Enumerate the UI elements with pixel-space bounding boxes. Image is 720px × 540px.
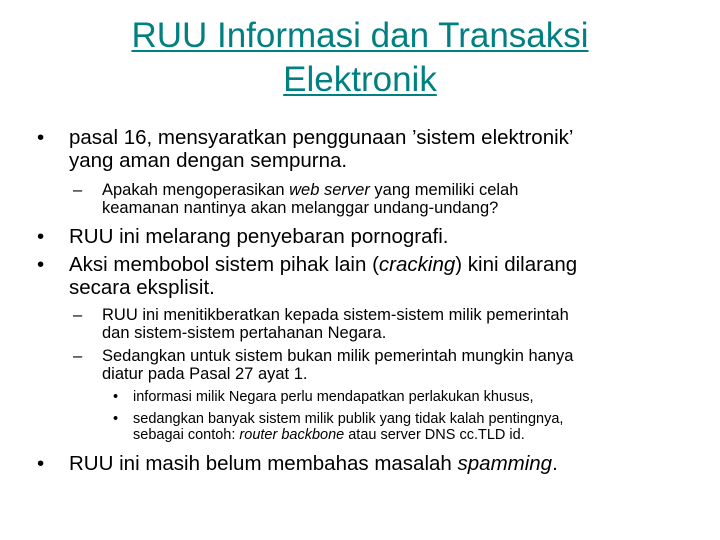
sub-item-pemerintah [73,306,569,342]
sub-item-line-2: dan sistem-sistem pertahanan Negara. [102,324,387,342]
sub-sub-item-text-pre: sebagai contoh: [133,427,240,443]
sub-item-text-post: yang memiliki celah [369,181,519,199]
bullet-marker: • [37,253,45,276]
dash-marker: – [73,306,83,324]
bullet-text-pre: RUU ini masih belum membahas masalah [69,452,458,475]
sub-item-line-1: Sedangkan untuk sistem bukan milik pemerintah mungkin hanya [102,347,574,365]
bullet-text-line-1: pasal 16, mensyaratkan penggunaan ’sistem elektronik’ [69,126,574,149]
bullet-item-cracking [37,253,577,299]
sub-sub-item-emphasis: router backbone [239,427,345,443]
sub-sub-item-sistem-publik [113,411,563,443]
sub-sub-item-text-post: atau server DNS cc.TLD id. [344,427,525,443]
bullet-emphasis: cracking [378,253,456,276]
bullet-text-post: . [552,452,558,475]
slide-title-line-2: Elektronik [283,60,437,99]
bullet-marker: • [113,411,119,427]
sub-sub-item-line-1: sedangkan banyak sistem milik publik yang tidak kalah pentingnya, [133,411,564,427]
bullet-marker: • [37,225,45,248]
bullet-item-pasal-16 [37,126,573,172]
bullet-text-post: ) kini dilarang [455,253,578,276]
bullet-text-line-2: secara eksplisit. [69,276,215,299]
sub-sub-item-informasi-negara [113,389,534,405]
sub-item-line-1: RUU ini menitikberatkan kepada sistem-sistem milik pemerintah [102,306,569,324]
sub-item-line-2: diatur pada Pasal 27 ayat 1. [102,365,308,383]
bullet-text-pre: Aksi membobol sistem pihak lain ( [69,253,379,276]
dash-marker: – [73,347,83,365]
bullet-emphasis: spamming [457,452,553,475]
sub-sub-item-text: informasi milik Negara perlu mendapatkan perlakukan khusus, [133,389,534,405]
sub-item-web-server [73,181,518,217]
sub-item-bukan-pemerintah [73,347,573,383]
slide-title-line-1: RUU Informasi dan Transaksi [131,16,589,55]
bullet-text-line-1 [69,253,577,276]
sub-item-emphasis: web server [289,181,370,199]
bullet-marker: • [37,452,45,475]
bullet-text [69,452,558,475]
sub-sub-item-line-2 [133,427,563,443]
bullet-marker: • [113,389,119,405]
bullet-item-spamming [37,452,558,475]
sub-item-line-2: keamanan nantinya akan melanggar undang-undang? [102,199,499,217]
dash-marker: – [73,181,83,199]
bullet-text-line-2: yang aman dengan sempurna. [69,149,348,172]
sub-item-line-1 [102,181,518,199]
slide-title [0,14,720,102]
bullet-text: RUU ini melarang penyebaran pornografi. [69,225,449,248]
bullet-marker: • [37,126,45,149]
sub-item-text-pre: Apakah mengoperasikan [102,181,290,199]
bullet-item-pornografi [37,225,448,248]
